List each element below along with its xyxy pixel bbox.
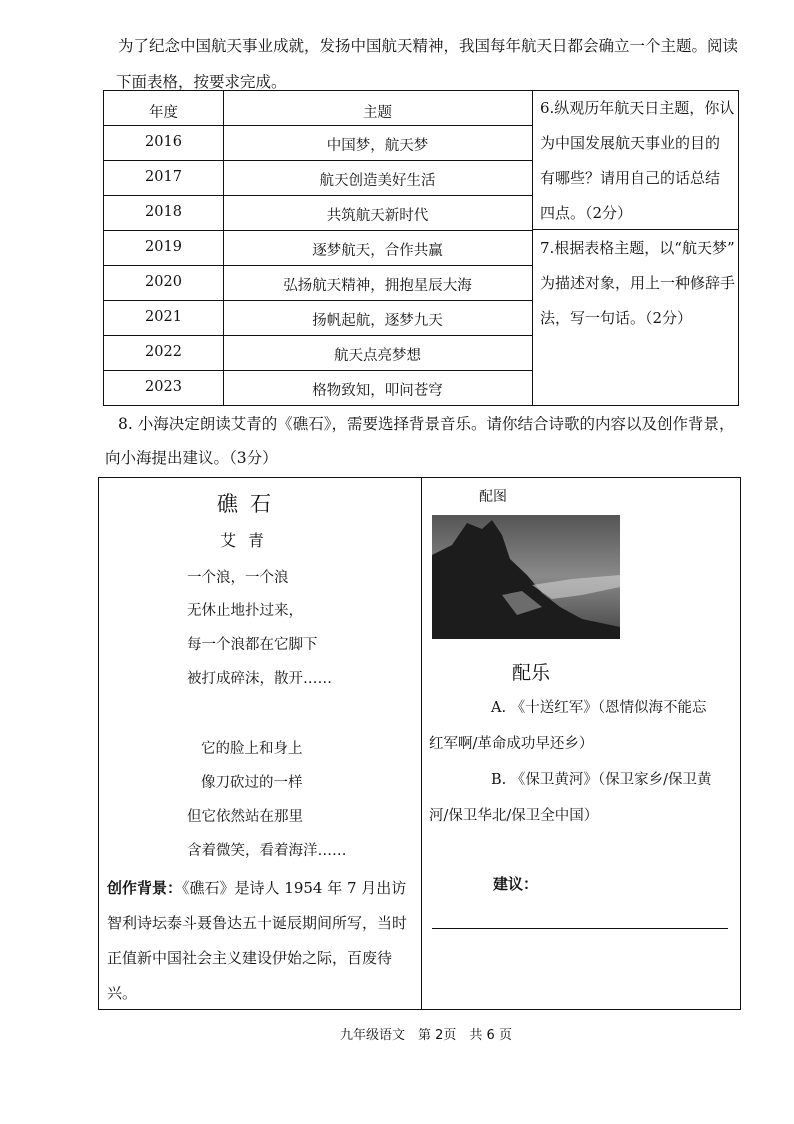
poem-line: 但它依然站在那里 <box>187 809 303 825</box>
question-8 <box>105 407 758 475</box>
poem-author: 艾青 <box>220 531 277 550</box>
theme-cell: 航天创造美好生活 <box>319 173 436 189</box>
table-row-line <box>104 195 532 196</box>
intro-line-1: 为了纪念中国航天事业成就，发扬中国航天精神，我国每年航天日都会确立一个主题。阅读 <box>118 37 739 55</box>
background-line: 《礁石》是诗人 1954 年 7 月出访 <box>182 879 407 897</box>
question-6 <box>540 91 736 231</box>
year-cell: 2019 <box>145 239 182 255</box>
box-divider <box>421 478 422 1009</box>
header-year: 年度 <box>149 105 178 121</box>
poem-title: 礁石 <box>217 492 283 516</box>
music-option-a <box>429 690 735 762</box>
poem-line: 像刀砍过的一样 <box>201 775 303 791</box>
background-line: 智利诗坛泰斗聂鲁达五十诞辰期间所写，当时 <box>107 914 408 932</box>
question-8-line-2: 向小海提出建议。（3分） <box>105 449 278 467</box>
year-cell: 2018 <box>145 204 182 220</box>
theme-cell: 格物致知，叩问苍穹 <box>312 383 443 399</box>
year-cell: 2021 <box>145 309 182 325</box>
advice-label: 建议： <box>493 875 539 893</box>
picture-label: 配图 <box>479 489 507 505</box>
year-cell: 2023 <box>145 379 182 395</box>
question-7-line: 为描述对象，用上一种修辞手 <box>540 274 736 292</box>
question-7 <box>540 231 736 336</box>
background-label: 创作背景： <box>107 879 183 897</box>
table-row-line <box>104 125 532 126</box>
background-line: 正值新中国社会主义建设伊始之际，百废待 <box>107 949 393 967</box>
table-row-line <box>104 335 532 336</box>
table-row-line <box>104 265 532 266</box>
poem-line: 一个浪，一个浪 <box>187 570 289 586</box>
year-cell: 2016 <box>145 134 182 150</box>
question-6-line: 为中国发展航天事业的目的 <box>540 134 721 152</box>
theme-cell: 弘扬航天精神，拥抱星辰大海 <box>283 278 472 294</box>
table-row-line <box>104 160 532 161</box>
theme-cell: 中国梦，航天梦 <box>326 138 429 154</box>
poem-line: 每一个浪都在它脚下 <box>187 637 318 653</box>
question-7-line: 7.根据表格主题，以“航天梦” <box>540 239 735 257</box>
music-title: 配乐 <box>512 662 551 684</box>
table-row-line <box>104 300 532 301</box>
poem-line: 它的脸上和身上 <box>201 741 303 757</box>
theme-cell: 逐梦航天，合作共赢 <box>312 243 443 259</box>
option-b-line: 河/保卫华北/保卫全中国） <box>429 808 599 824</box>
poem-line: 被打成碎沫，散开…… <box>187 671 332 687</box>
year-cell: 2022 <box>145 344 182 360</box>
table-row-line <box>104 230 532 231</box>
music-option-b <box>429 762 735 834</box>
question-6-line: 四点。（2分） <box>540 204 633 222</box>
option-a-line: 红军啊/革命成功早还乡） <box>429 736 594 752</box>
table-row-line <box>104 370 532 371</box>
theme-cell: 扬帆起航，逐梦九天 <box>312 313 443 329</box>
poem-line: 无休止地扑过来， <box>187 603 303 619</box>
advice-answer-line[interactable] <box>432 928 728 929</box>
intro-line-2: 下面表格，按要求完成。 <box>116 73 287 91</box>
background-line: 兴。 <box>107 984 138 1002</box>
creation-background <box>107 871 417 1011</box>
page-footer: 九年级语文 第 2页 共 6 页 <box>340 1028 512 1043</box>
poem-line: 含着微笑，看着海洋…… <box>187 843 347 859</box>
option-b-line: B. 《保卫黄河》（保卫家乡/保卫黄 <box>491 772 712 788</box>
theme-cell: 共筑航天新时代 <box>326 208 429 224</box>
theme-cell: 航天点亮梦想 <box>334 348 421 364</box>
table-col-divider <box>532 91 533 405</box>
header-theme: 主题 <box>363 105 392 121</box>
question-8-line-1: 8. 小海决定朗读艾青的《礁石》，需要选择背景音乐。请你结合诗歌的内容以及创作背景， <box>118 415 735 433</box>
option-a-line: A. 《十送红军》（恩情似海不能忘 <box>491 700 707 716</box>
reef-picture <box>432 515 620 639</box>
question-7-line: 法，写一句话。（2分） <box>540 309 693 327</box>
year-cell: 2020 <box>145 274 182 290</box>
year-cell: 2017 <box>145 169 182 185</box>
question-6-line: 6.纵观历年航天日主题，你认 <box>540 99 735 117</box>
question-6-line: 有哪些？请用自己的话总结 <box>540 169 721 187</box>
poem-box <box>98 477 741 1010</box>
theme-table <box>103 90 739 406</box>
